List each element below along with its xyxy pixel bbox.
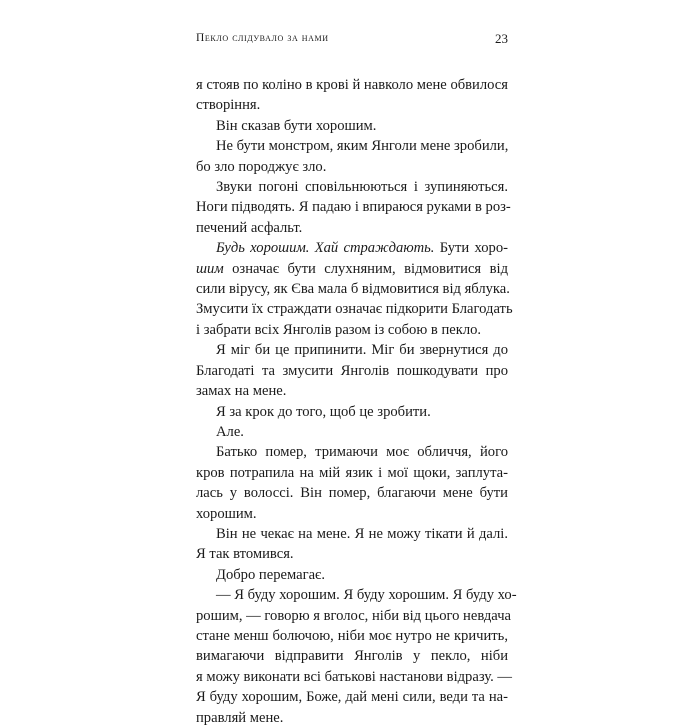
text-line: Батько помер, тримаючи моє обличчя, його (216, 444, 508, 461)
emphasis: шим (196, 260, 224, 277)
text-line: Звуки погоні сповільнюються і зупиняються. (216, 179, 508, 196)
running-header (196, 32, 508, 48)
emphasis: Будь хорошим. Хай страждають. (216, 240, 435, 257)
text-line: я стояв по коліно в крові й навколо мене обвилося (196, 77, 508, 93)
text-line: вимагаючи відправити Янголів у пекло, ніби (196, 648, 508, 665)
text-line: я можу виконати всі батькові настанови відразу. — (196, 668, 513, 685)
paragraph (196, 442, 508, 524)
paragraph (196, 402, 508, 422)
text-line: печений асфальт. (196, 219, 303, 236)
text-line: бо зло породжує зло. (196, 158, 327, 175)
text-line: Я буду хорошим, Боже, дай мені сили, веди та на- (196, 689, 508, 706)
paragraph (196, 75, 508, 116)
text-line: Не бути монстром, яким Янголи мене зробили, (216, 138, 509, 155)
body-text (196, 75, 517, 728)
running-title: Пекло слідувало за нами (196, 32, 329, 44)
line-rest: означає бути слухняним, відмовитися від (223, 260, 508, 277)
text-line: кров потрапила на мій язик і мої щоки, заплута- (196, 464, 508, 481)
paragraph (196, 238, 513, 340)
text-line: лась у волоссі. Він помер, благаючи мене бути (196, 485, 508, 502)
text-line: рошим, — говорю я вголос, ніби від цього невдача (196, 607, 512, 624)
page-number: 23 (495, 31, 508, 46)
paragraph (196, 177, 511, 238)
text-line: сили вірусу, як Єва мала б відмовитися від яблука. (196, 281, 510, 298)
text-line: Змусити їх страждати означає підкорити Благодать (196, 301, 513, 318)
text-line: хорошим. (196, 505, 257, 522)
text-line: Благодаті та змусити Янголів пошкодувати про (196, 362, 508, 379)
paragraph (196, 340, 508, 401)
text-line: створіння. (196, 97, 261, 114)
text-line: правляй мене. (196, 709, 284, 726)
text-line: стане менш болючою, ніби моє нутро не кричить, (196, 627, 508, 644)
text-line: і забрати всіх Янголів разом із собою в пекло. (196, 321, 482, 338)
text-line: Я за крок до того, щоб це зробити. (216, 403, 431, 420)
paragraph (196, 422, 508, 442)
paragraph (196, 524, 508, 565)
paragraph (196, 585, 517, 728)
line-rest: Бути хоро- (434, 240, 508, 257)
text-line: Я міг би це припинити. Міг би звернутися до (216, 342, 508, 359)
text-line (196, 259, 508, 279)
text-line: Ноги підводять. Я падаю і впираюся руками в роз- (196, 199, 511, 216)
text-line: — Я буду хорошим. Я буду хорошим. Я буду хо- (216, 587, 517, 604)
text-line: Добро перемагає. (216, 566, 325, 583)
text-line: Він не чекає на мене. Я не можу тікати й далі. (216, 525, 508, 542)
text-line: Він сказав бути хорошим. (216, 117, 377, 134)
paragraph (196, 136, 508, 177)
text-line: замах на мене. (196, 383, 287, 400)
paragraph (196, 565, 508, 585)
text-line (196, 238, 508, 258)
text-line: Я так втомився. (196, 546, 294, 563)
text-line: Але. (216, 423, 244, 440)
paragraph (196, 116, 508, 136)
